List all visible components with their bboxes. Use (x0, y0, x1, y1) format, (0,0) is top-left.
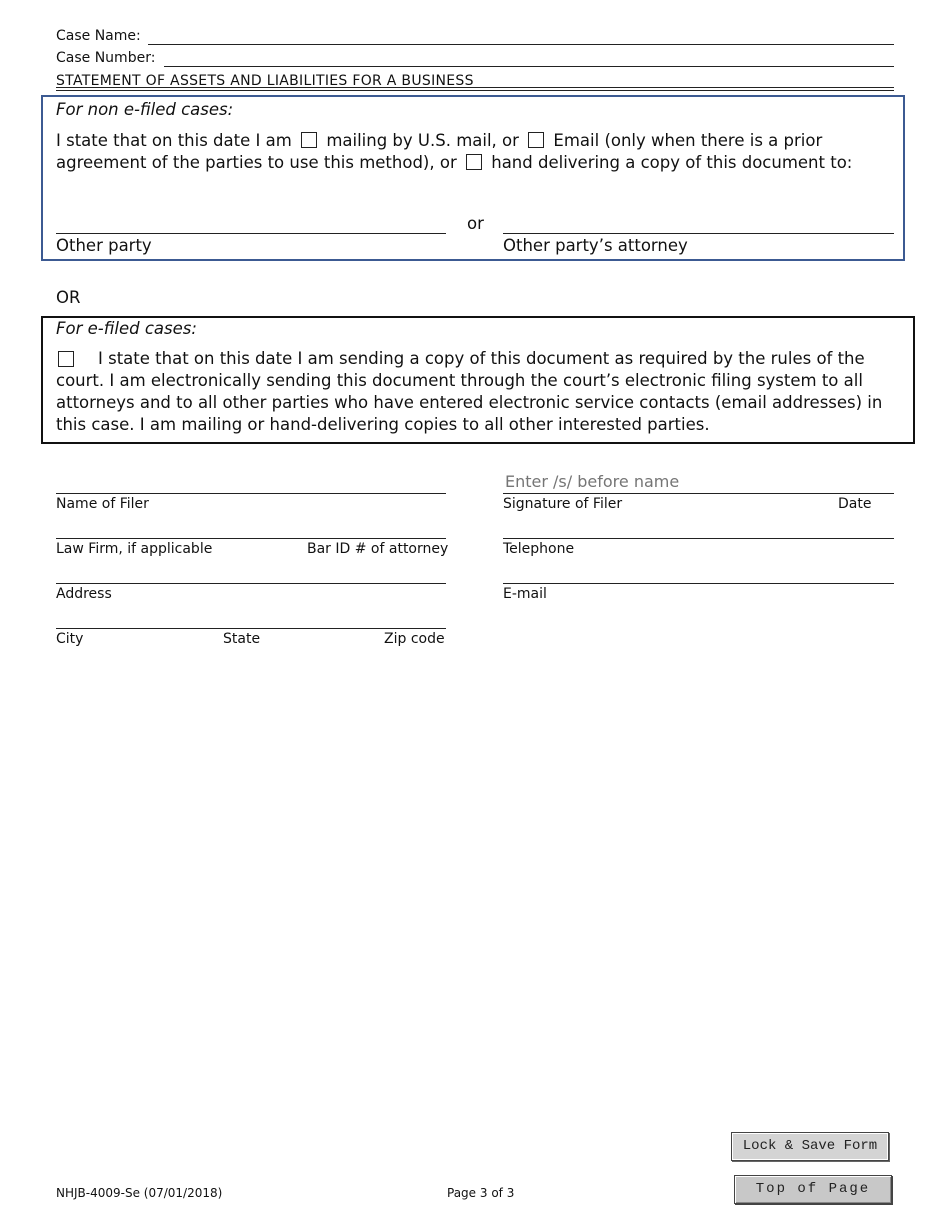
lock-save-form-button[interactable]: Lock & Save Form (731, 1132, 889, 1161)
law-firm-field[interactable] (56, 538, 446, 539)
other-party-attorney-field[interactable] (503, 233, 894, 234)
top-of-page-button[interactable]: Top of Page (734, 1175, 892, 1204)
email-checkbox[interactable] (528, 132, 544, 148)
mail-checkbox[interactable] (301, 132, 317, 148)
other-party-attorney-label: Other party’s attorney (503, 236, 688, 255)
name-of-filer-label: Name of Filer (56, 496, 149, 512)
case-number-label: Case Number: (56, 50, 156, 66)
efiled-statement (56, 348, 906, 436)
hand-delivery-checkbox[interactable] (466, 154, 482, 170)
name-of-filer-field[interactable] (56, 493, 446, 494)
case-name-label: Case Name: (56, 28, 141, 44)
city-state-zip-field[interactable] (56, 628, 446, 629)
signature-input[interactable] (505, 470, 890, 492)
or-separator: OR (56, 288, 81, 307)
email-option-label: Email (only when there is a prior (553, 131, 823, 150)
hand-delivery-option-label: hand delivering a copy of this document to: (491, 153, 853, 172)
non-efiled-heading: For non e-filed cases: (56, 100, 234, 119)
signature-line (503, 493, 894, 494)
efiled-line-2: court. I am electronically sending this document through the court’s electronic filing system to all (56, 371, 863, 390)
efiled-line-1: I state that on this date I am sending a copy of this document as required by the rules of the (98, 349, 865, 368)
other-party-field[interactable] (56, 233, 446, 234)
statement-text-1: I state that on this date I am (56, 131, 292, 150)
or-label: or (467, 214, 484, 233)
case-number-field[interactable] (164, 66, 894, 67)
city-label: City (56, 631, 84, 647)
bar-id-label: Bar ID # of attorney (307, 541, 449, 557)
address-field[interactable] (56, 583, 446, 584)
state-label: State (223, 631, 261, 647)
non-efiled-section (41, 95, 905, 261)
email-field[interactable] (503, 583, 894, 584)
case-name-field[interactable] (148, 44, 894, 45)
telephone-field[interactable] (503, 538, 894, 539)
email-label: E-mail (503, 586, 547, 602)
non-efiled-statement (56, 130, 896, 174)
document-title: STATEMENT OF ASSETS AND LIABILITIES FOR A BUSINESS (56, 73, 474, 89)
telephone-label: Telephone (503, 541, 575, 557)
address-label: Address (56, 586, 112, 602)
efiled-heading: For e-filed cases: (56, 319, 197, 338)
page-number: Page 3 of 3 (447, 1186, 515, 1200)
date-label: Date (838, 496, 872, 512)
efiled-line-4: this case. I am mailing or hand-delivering copies to all other interested parties. (56, 415, 710, 434)
efiled-line-3: attorneys and to all other parties who have entered electronic service contacts (email addresses) in (56, 393, 883, 412)
zip-code-label: Zip code (384, 631, 445, 647)
form-id: NHJB-4009-Se (07/01/2018) (56, 1186, 223, 1200)
title-underline (56, 87, 894, 88)
mail-option-label: mailing by U.S. mail, or (326, 131, 519, 150)
title-underline-double (56, 90, 894, 91)
other-party-label: Other party (56, 236, 152, 255)
signature-label: Signature of Filer (503, 496, 623, 512)
law-firm-label: Law Firm, if applicable (56, 541, 213, 557)
statement-text-2: agreement of the parties to use this method), or (56, 153, 457, 172)
